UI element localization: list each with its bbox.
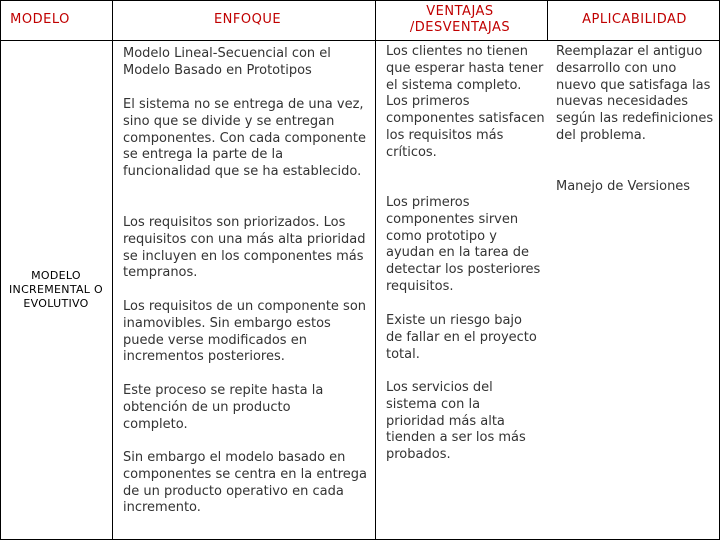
header-bottom-border [0,40,720,41]
table-top-border [0,0,720,1]
enfoque-item: Los requisitos de un componente son inamovibles. Sin embargo estos puede verse modificados en incrementos posteriores. [123,299,367,365]
column-divider-1 [112,0,113,540]
ventajas-item: Los clientes no tienen que esperar hasta tener el sistema completo. Los primeros componentes satisfacen los requisitos más críticos. [386,44,545,160]
aplicabilidad-item: Reemplazar el antiguo desarrollo con uno nuevo que satisfaga las nuevas necesidades según las redefiniciones del problema. [556,44,714,143]
header-modelo: MODELO [10,12,70,27]
column-divider-3 [547,0,548,40]
header-aplicabilidad: APLICABILIDAD [582,12,687,27]
header-ventajas: VENTAJAS /DESVENTAJAS [409,4,511,35]
ventajas-item: Existe un riesgo bajo de fallar en el proyecto total. [386,313,537,362]
ventajas-item: Los servicios del sistema con la prioridad más alta tienden a ser los más probados. [386,380,526,463]
enfoque-item: Sin embargo el modelo basado en componentes se centra en la entrega de un producto operativo en cada incremento. [123,450,367,516]
header-enfoque: ENFOQUE [213,12,282,27]
enfoque-item: Este proceso se repite hasta la obtención de un producto completo. [123,383,324,432]
enfoque-item: El sistema no se entrega de una vez, sino que se divide y se entregan componentes. Con cada componente se entrega la parte de la funcionalidad que se ha establecido. [123,97,366,180]
model-name: MODELO INCREMENTAL O EVOLUTIVO [9,269,103,310]
aplicabilidad-item: Manejo de Versiones [556,179,691,194]
table-left-border [0,0,1,540]
column-divider-2 [375,0,376,540]
enfoque-item: Los requisitos son priorizados. Los requisitos con una más alta prioridad se incluyen en los componentes más tempranos. [123,215,366,281]
enfoque-item: Modelo Lineal-Secuencial con el Modelo Basado en Prototipos [123,46,331,78]
ventajas-item: Los primeros componentes sirven como prototipo y ayudan en la tarea de detectar los posteriores requisitos. [386,195,541,294]
